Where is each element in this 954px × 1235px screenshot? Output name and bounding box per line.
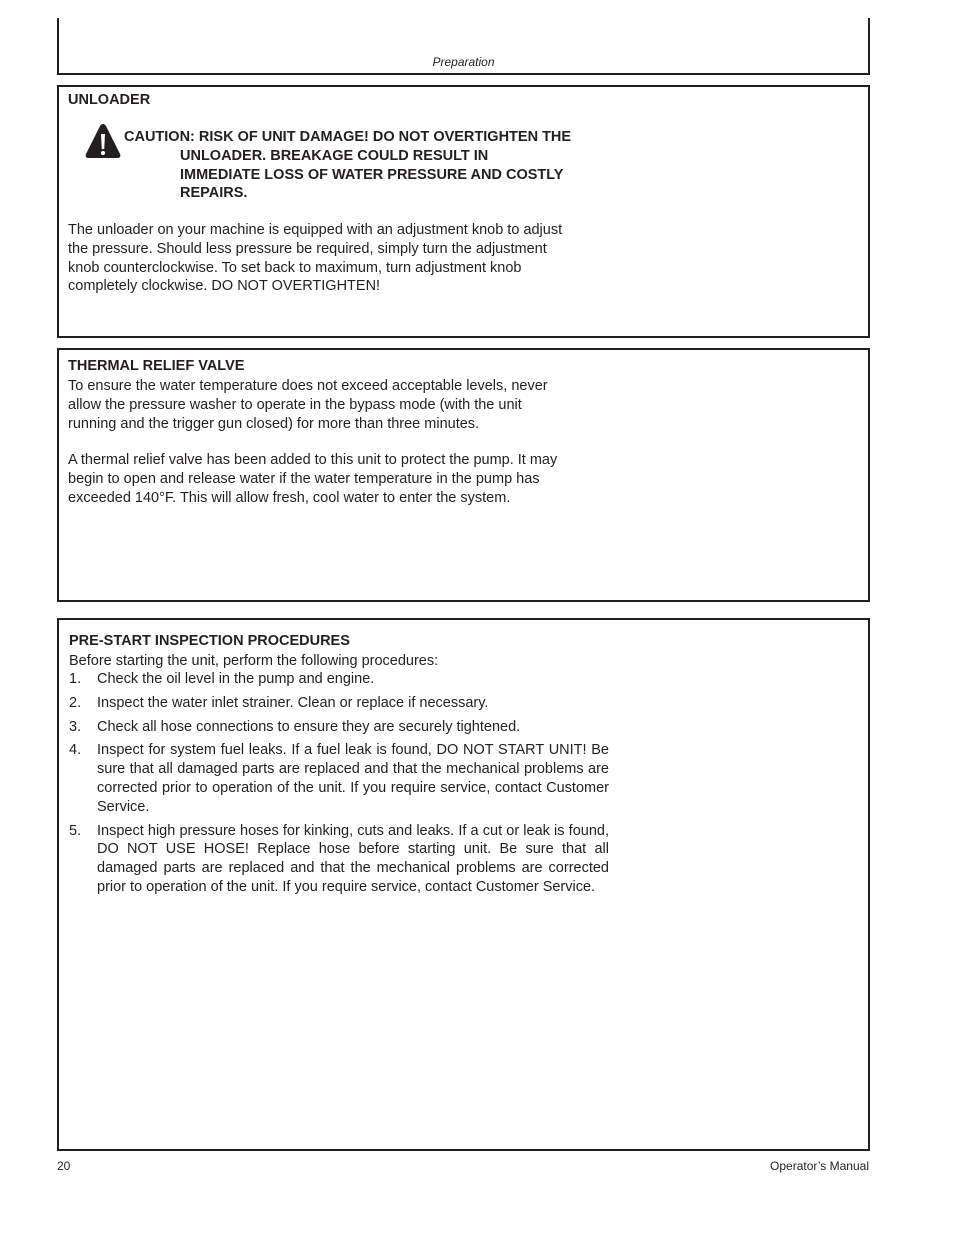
body-line: A thermal relief valve has been added to this unit to protect the pump. It may — [68, 452, 558, 468]
caution-line: CAUTION: RISK OF UNIT DAMAGE! DO NOT OVERTIGHTEN THE — [124, 129, 572, 145]
unloader-body — [68, 221, 628, 296]
step-text: Inspect for system fuel leaks. If a fuel leak is found, DO NOT START UNIT! Be sure that all damaged parts are replaced and that the mechanical problems are corrected prior to operation of the unit. If you require service, contact Customer Service. — [97, 742, 609, 815]
body-line: To ensure the water temperature does not exceed acceptable levels, never — [68, 378, 548, 394]
body-line: running and the trigger gun closed) for more than three minutes. — [68, 415, 480, 432]
thermal-title: THERMAL RELIEF VALVE — [68, 358, 245, 374]
body-line: exceeded 140°F. This will allow fresh, cool water to enter the system. — [68, 489, 511, 506]
warning-triangle-icon — [84, 122, 122, 160]
prestart-title: PRE-START INSPECTION PROCEDURES — [69, 633, 350, 649]
step-number: 5. — [69, 822, 82, 839]
manual-title: Operator’s Manual — [770, 1159, 869, 1173]
caution-line: UNLOADER. BREAKAGE COULD RESULT IN — [180, 147, 489, 164]
thermal-paragraph-2 — [68, 451, 628, 507]
list-item — [69, 694, 609, 713]
body-line: the pressure. Should less pressure be required, simply turn the adjustment — [68, 240, 547, 257]
list-item — [69, 718, 609, 737]
caution-line: REPAIRS. — [180, 185, 248, 202]
list-item — [69, 822, 609, 897]
step-number: 3. — [69, 718, 82, 735]
step-text: Check all hose connections to ensure they are securely tightened. — [97, 718, 521, 735]
step-number: 2. — [69, 694, 82, 711]
unloader-panel — [57, 85, 870, 338]
thermal-relief-panel — [57, 348, 870, 602]
page-header — [57, 18, 870, 75]
prestart-intro: Before starting the unit, perform the following procedures: — [69, 653, 439, 669]
list-item — [69, 741, 609, 816]
thermal-paragraph-1 — [68, 377, 628, 433]
step-text: Inspect the water inlet strainer. Clean or replace if necessary. — [97, 694, 489, 711]
unloader-title: UNLOADER — [68, 92, 151, 108]
prestart-panel — [57, 618, 870, 1151]
step-text: Check the oil level in the pump and engine. — [97, 671, 375, 687]
body-line: knob counterclockwise. To set back to maximum, turn adjustment knob — [68, 259, 522, 276]
list-item — [69, 670, 609, 689]
section-title: Preparation — [432, 55, 495, 69]
page-number: 20 — [57, 1159, 71, 1173]
caution-warning — [124, 128, 614, 203]
body-line: The unloader on your machine is equipped with an adjustment knob to adjust — [68, 222, 563, 238]
step-number: 1. — [69, 671, 82, 687]
body-line: begin to open and release water if the water temperature in the pump has — [68, 470, 540, 487]
step-number: 4. — [69, 742, 82, 759]
body-line: completely clockwise. DO NOT OVERTIGHTEN! — [68, 278, 381, 295]
caution-line: IMMEDIATE LOSS OF WATER PRESSURE AND COSTLY — [180, 166, 564, 183]
procedure-list — [69, 670, 609, 902]
step-text: Inspect high pressure hoses for kinking, cuts and leaks. If a cut or leak is found, DO NOT USE HOSE! Replace hose before starting unit. Be sure that all damaged parts are replaced and that the mechanical problems are corrected prior to operation of the unit. If you require service, contact Customer Service. — [97, 822, 609, 895]
body-line: allow the pressure washer to operate in the bypass mode (with the unit — [68, 396, 522, 413]
